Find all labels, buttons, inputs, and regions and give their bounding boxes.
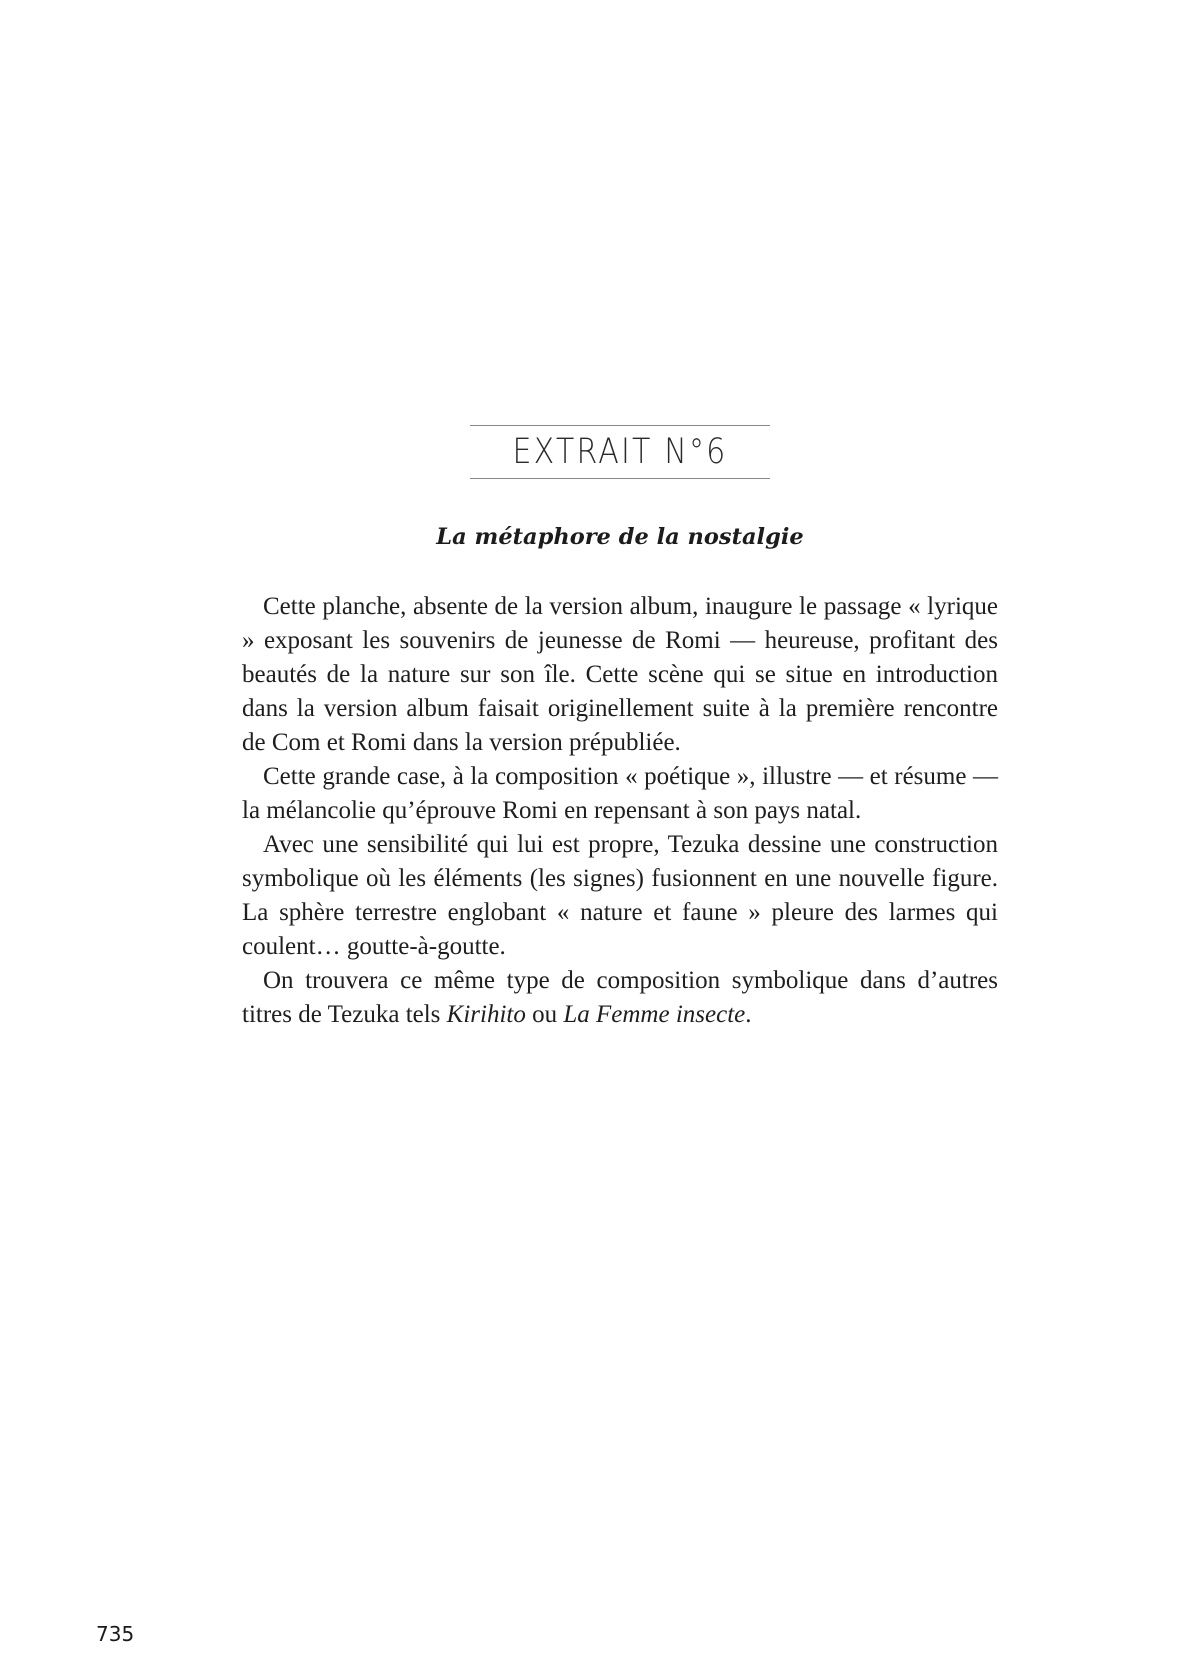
italic-title: La Femme insecte bbox=[563, 1001, 746, 1028]
paragraph bbox=[242, 828, 998, 964]
paragraph bbox=[242, 964, 998, 1032]
paragraph bbox=[242, 760, 998, 828]
body-text bbox=[242, 590, 998, 1032]
text-run: ou bbox=[525, 1001, 564, 1028]
section-heading bbox=[470, 425, 770, 479]
text-run: Avec une sensibilité qui lui est propre, Tezuka dessine une construction symbolique où les éléments (les signes) fusionnent en une nouvelle figure. La sphère terrestre englobant « nature et faune » pleure des larmes qui coulent… goutte-à-goutte. bbox=[242, 831, 998, 960]
italic-title: Kirihito bbox=[446, 1001, 526, 1028]
page-number: 735 bbox=[96, 1622, 135, 1646]
subtitle: La métaphore de la nostalgie bbox=[436, 524, 804, 550]
text-run: On trouvera ce même type de composition symbolique dans d’autres titres de Tezuka tels bbox=[242, 967, 998, 1028]
heading-text: EXTRAIT N°6 bbox=[512, 432, 728, 472]
text-run: . bbox=[745, 1001, 752, 1028]
text-run: Cette grande case, à la composition « poétique », illustre — et résume — la mélancolie qu’éprouve Romi en repensant à son pays natal. bbox=[242, 763, 998, 824]
paragraph bbox=[242, 590, 998, 760]
text-run: Cette planche, absente de la version album, inaugure le passage « lyrique » exposant les souvenirs de jeunesse de Romi — heureuse, profitant des beautés de la nature sur son île. Cette scène qui se situe en introduction dans la version album faisait originellement suite à la première rencontre de Com et Romi dans la version prépubliée. bbox=[242, 593, 998, 756]
